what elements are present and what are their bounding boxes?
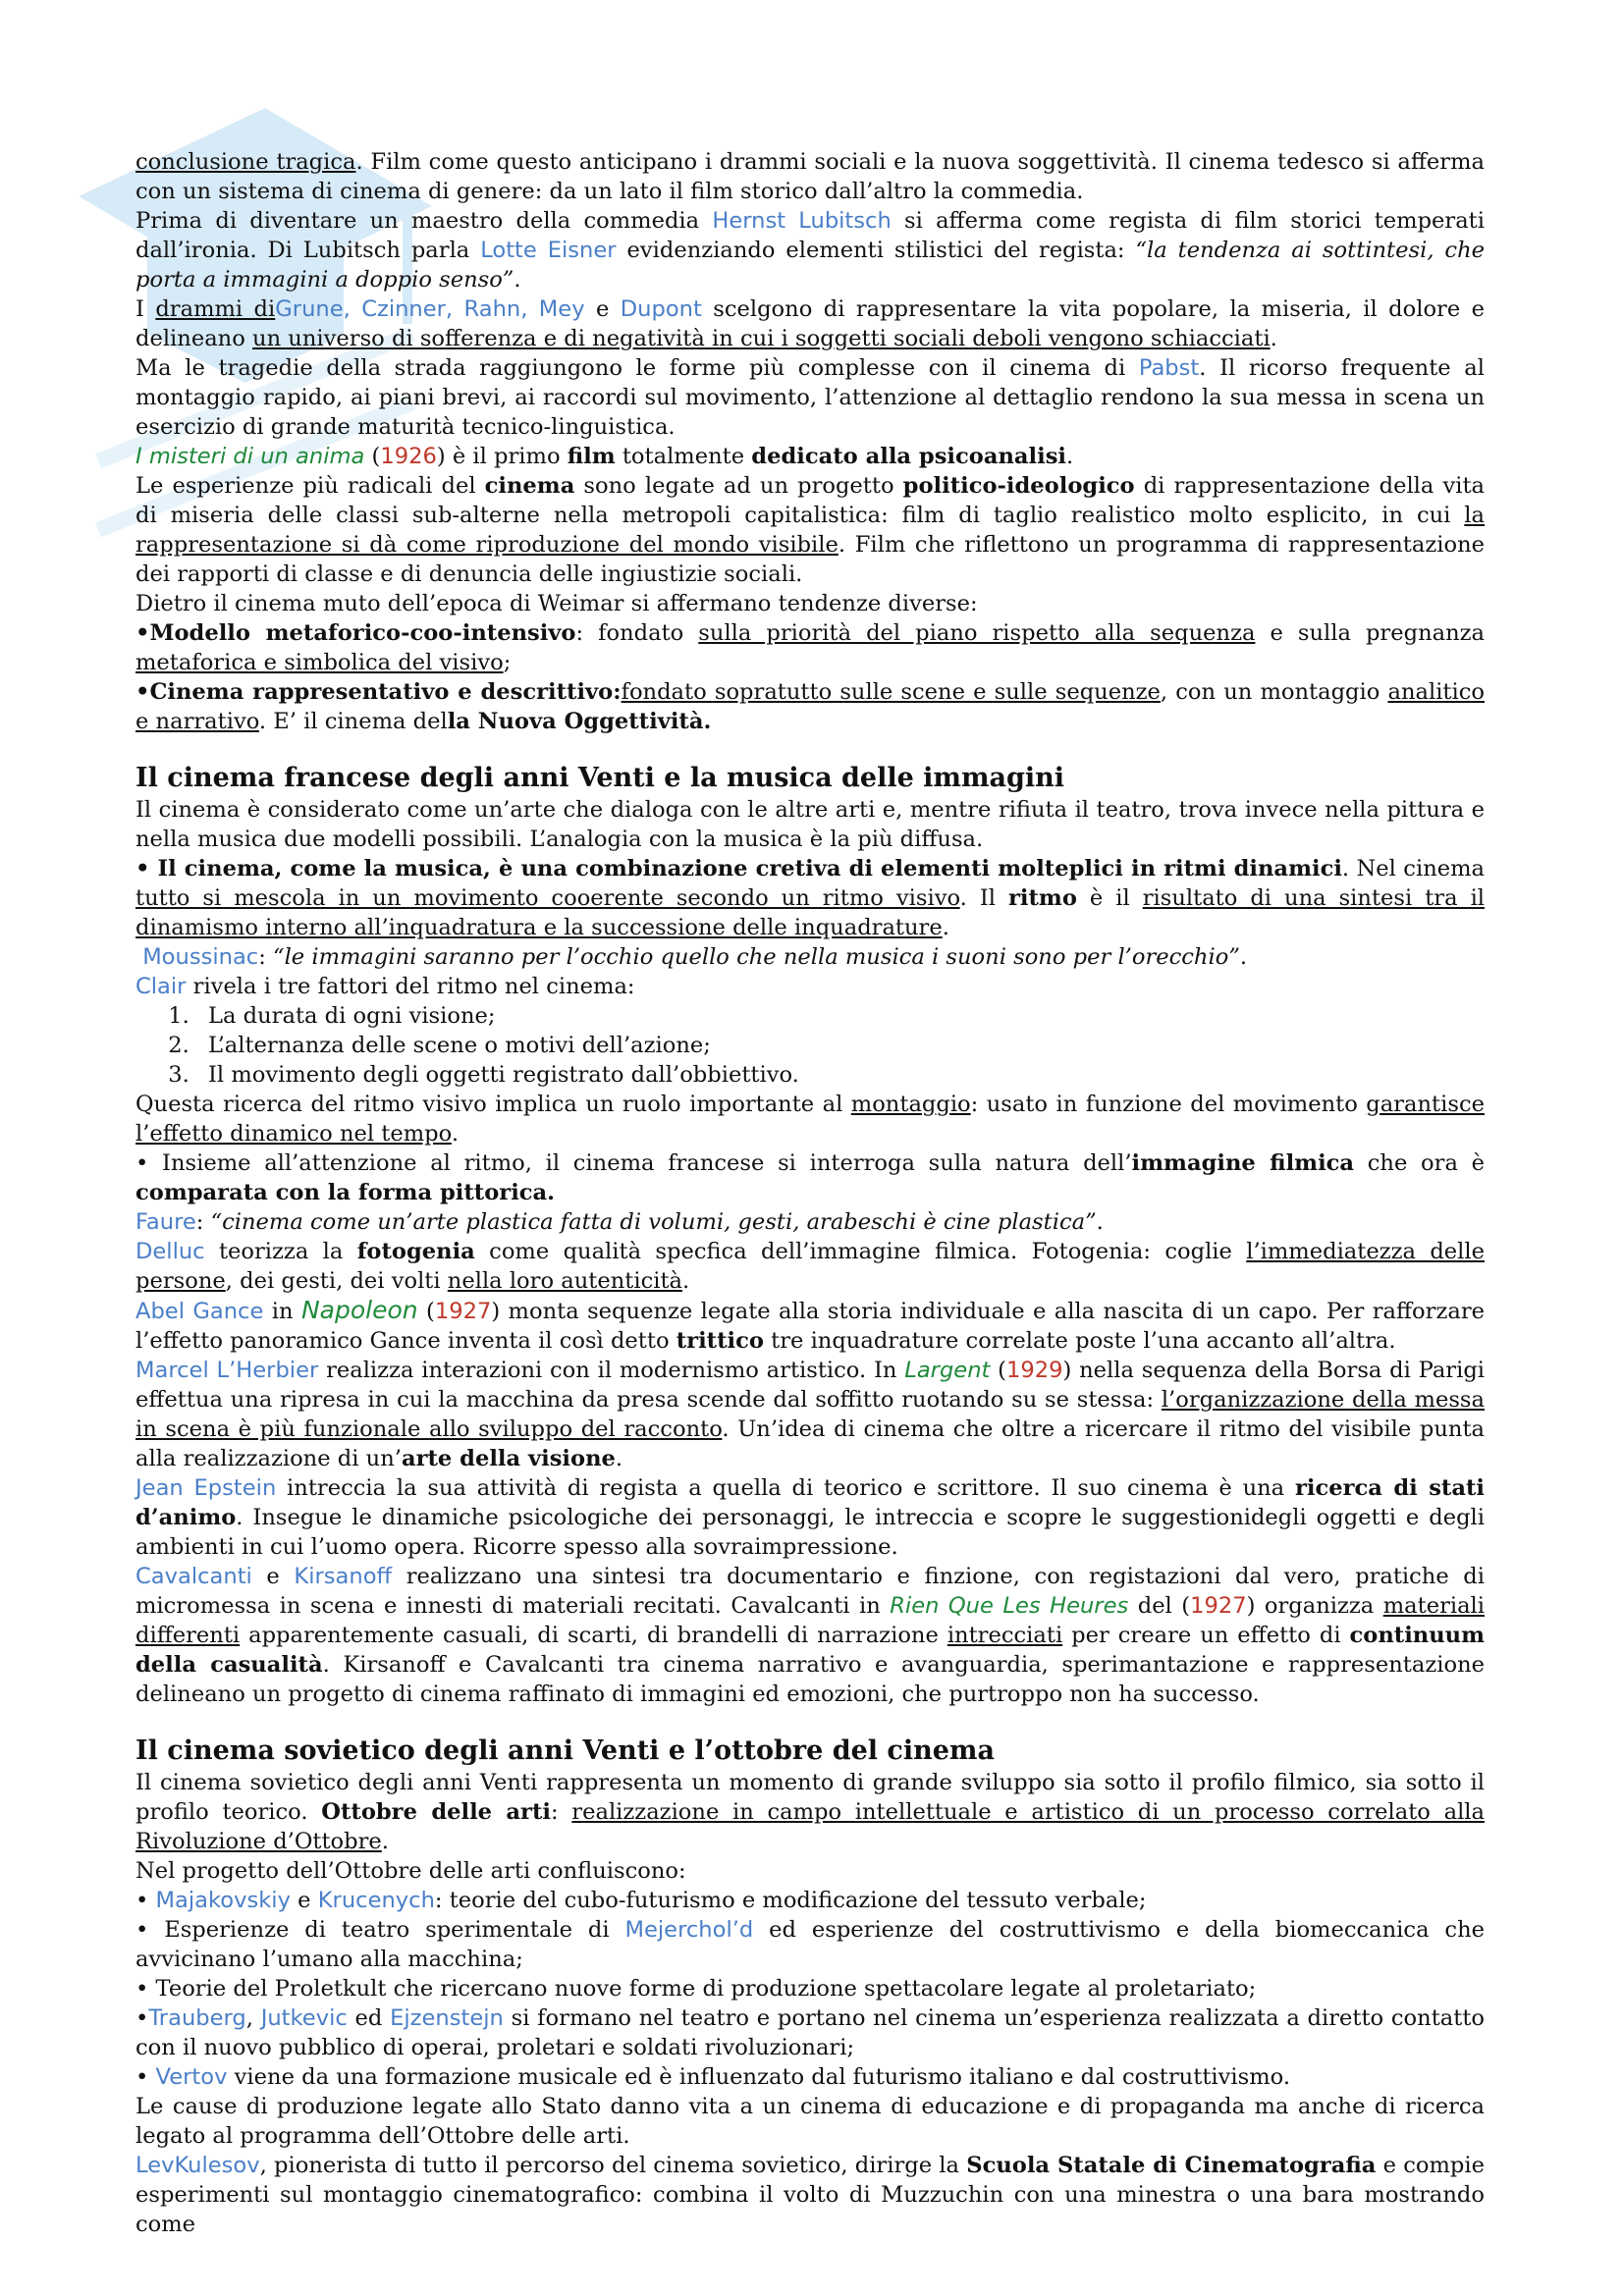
person-name: Faure	[135, 1209, 196, 1235]
paragraph: Le cause di produzione legate allo Stato danno vita a un cinema di educazione e di propaganda ma anche di ricerca legato al programma dell’Ottobre delle arti.	[135, 2094, 1485, 2149]
year: 1927	[1190, 1593, 1247, 1619]
person-name: Lotte Eisner	[480, 238, 617, 263]
person-name: Trauberg	[148, 2005, 246, 2031]
person-name: Vertov	[155, 2064, 228, 2090]
paragraph: Il cinema sovietico degli anni Venti rappresenta un momento di grande sviluppo sia sotto il profilo filmico, sia sotto il profilo teorico. Ottobre delle arti: realizzazione in campo intellettuale e artistico di un processo correlato alla Rivoluzione d’Ottobre.	[135, 1770, 1485, 1854]
paragraph: Ma le tragedie della strada raggiungono le forme più complesse con il cinema di Pabst. Il ricorso frequente al montaggio rapido, ai piani brevi, ai raccordi sul movimento, l’attenzione al dettaglio rendono la sua messa in scena un esercizio di grande maturità tecnico-linguistica.	[135, 355, 1485, 440]
paragraph: LevKulesov, pionerista di tutto il percorso del cinema sovietico, dirirge la Scuola Statale di Cinematografia e compie esperimenti sul montaggio cinematografico: combina il volto di Muzzuchin con una minestra o una bara mostrando come	[135, 2153, 1485, 2237]
year: 1927	[434, 1299, 492, 1324]
paragraph: Clair rivela i tre fattori del ritmo nel cinema:	[135, 974, 635, 999]
paragraph: Prima di diventare un maestro della commedia Hernst Lubitsch si afferma come regista di film storici temperati dall’ironia. Di Lubitsch parla Lotte Eisner evidenziando elementi stilistici del regista: “la tendenza ai sottintesi, che porta a immagini a doppio senso”.	[135, 208, 1485, 293]
person-name: Moussinac	[142, 944, 259, 970]
person-name: Jean Epstein	[135, 1475, 277, 1501]
year: 1926	[380, 444, 437, 469]
paragraph: Delluc teorizza la fotogenia come qualità specfica dell’immagine filmica. Fotogenia: coglie l’immediatezza delle persone, dei gesti, dei volti nella loro autenticità.	[135, 1239, 1485, 1294]
person-name: Ejzenstejn	[390, 2005, 504, 2031]
film-title: Napoleon	[300, 1296, 418, 1324]
person-name: Clair	[135, 974, 187, 999]
bullet-item: •Cinema rappresentativo e descrittivo:fondato sopratutto sulle scene e sulle sequenze, con un montaggio analitico e narrativo. E’ il cinema della Nuova Oggettività.	[135, 679, 1485, 734]
quote: “la tendenza ai sottintesi, che porta a immagini a doppio senso”	[135, 238, 1485, 293]
bullet-item: • Esperienze di teatro sperimentale di Mejerchol’d ed esperienze del costruttivismo e della biomeccanica che avvicinano l’umano alla macchina;	[135, 1917, 1485, 1972]
bullet-item: • Il cinema, come la musica, è una combinazione cretiva di elementi molteplici in ritmi dinamici. Nel cinema tutto si mescola in un movimento cooerente secondo un ritmo visivo. Il ritmo è il risultato di una sintesi tra il dinamismo interno all’inquadratura e la successione delle inquadrature.	[135, 856, 1486, 940]
paragraph: Faure: “cinema come un’arte plastica fatta di volumi, gesti, arabeschi è cine plastica”.	[135, 1209, 1104, 1235]
list-item: 1. La durata di ogni visione;	[196, 1001, 1485, 1031]
paragraph: I drammi diGrune, Czinner, Rahn, Mey e Dupont scelgono di rappresentare la vita popolare, la miseria, il dolore e delineano un universo di sofferenza e di negatività in cui i soggetti sociali deboli vengono schiacciati.	[135, 296, 1486, 351]
person-name: Krucenych	[317, 1888, 435, 1913]
year: 1929	[1006, 1358, 1063, 1383]
paragraph: Questa ricerca del ritmo visivo implica un ruolo importante al montaggio: usato in funzione del movimento garantisce l’effetto dinamico nel tempo.	[135, 1092, 1485, 1147]
quote: “cinema come un’arte plastica fatta di volumi, gesti, arabeschi è cine plastica”	[210, 1209, 1097, 1235]
section-heading-soviet: Il cinema sovietico degli anni Venti e l’ottobre del cinema	[135, 1735, 995, 1766]
bullet-item: •Trauberg, Jutkevic ed Ejzenstejn si formano nel teatro e portano nel cinema un’esperienza realizzata a diretto contatto con il nuovo pubblico di operai, proletari e soldati rivoluzionari;	[135, 2005, 1486, 2060]
person-name: Majakovskiy	[155, 1888, 291, 1913]
person-name: Mejerchol’d	[624, 1917, 754, 1943]
list-item: 3. Il movimento degli oggetti registrato dall’obbiettivo.	[196, 1060, 1485, 1090]
paragraph: Moussinac: “le immagini saranno per l’occhio quello che nella musica i suoni sono per l’orecchio”.	[142, 944, 1248, 970]
section-heading-france: Il cinema francese degli anni Venti e la musica delle immagini	[135, 763, 1065, 793]
paragraph: I misteri di un anima (1926) è il primo film totalmente dedicato alla psicoanalisi.	[135, 444, 1074, 469]
paragraph: Le esperienze più radicali del cinema sono legate ad un progetto politico-ideologico di rappresentazione della vita di miseria delle classi sub-alterne nella metropoli capitalistica: film di taglio realistico molto esplicito, in cui la rappresentazione si dà come riproduzione del mondo visibile. Film che riflettono un programma di rappresentazione dei rapporti di classe e di denuncia delle ingiustizie sociali.	[135, 473, 1485, 587]
person-name: Delluc	[135, 1239, 205, 1264]
person-name: Cavalcanti	[135, 1564, 252, 1589]
paragraph: conclusione tragica. Film come questo anticipano i drammi sociali e la nuova soggettività. Il cinema tedesco si afferma con un sistema di cinema di genere: da un lato il film storico dall’altro la commedia.	[135, 149, 1485, 204]
person-name: Abel Gance	[135, 1299, 264, 1324]
numbered-list	[135, 1001, 1485, 1090]
person-name: LevKulesov	[135, 2153, 260, 2178]
person-name: Pabst	[1138, 355, 1200, 381]
bullet-item: •Modello metaforico-coo-intensivo: fondato sulla priorità del piano rispetto alla sequenza e sulla pregnanza metaforica e simbolica del visivo;	[135, 620, 1486, 675]
paragraph: Abel Gance in Napoleon (1927) monta sequenze legate alla storia individuale e alla nascita di un capo. Per rafforzare l’effetto panoramico Gance inventa il così detto trittico tre inquadrature correlate poste l’una accanto all’altra.	[135, 1296, 1485, 1354]
paragraph: Marcel L’Herbier realizza interazioni con il modernismo artistico. In Largent (1929) nella sequenza della Borsa di Parigi effettua una ripresa in cui la macchina da presa scende dal soffitto ruotando su se stessa: l’organizzazione della messa in scena è più funzionale allo sviluppo del racconto. Un’idea di cinema che oltre a ricercare il ritmo del visibile punta alla realizzazione di un’arte della visione.	[135, 1358, 1486, 1471]
film-title: I misteri di un anima	[135, 444, 365, 469]
list-item: 2. L’alternanza delle scene o motivi dell’azione;	[196, 1031, 1485, 1060]
person-name: Hernst Lubitsch	[712, 208, 892, 234]
document-page	[135, 147, 1485, 2239]
bullet-item: • Teorie del Proletkult che ricercano nuove forme di produzione spettacolare legate al proletariato;	[135, 1976, 1257, 2002]
film-title: Rien Que Les Heures	[890, 1593, 1129, 1619]
quote: “le immagini saranno per l’occhio quello che nella musica i suoni sono per l’orecchio”	[273, 944, 1240, 970]
person-name: Jutkevic	[260, 2005, 348, 2031]
paragraph: Il cinema è considerato come un’arte che dialoga con le altre arti e, mentre rifiuta il teatro, trova invece nella pittura e nella musica due modelli possibili. L’analogia con la musica è la più diffusa.	[135, 797, 1485, 852]
bullet-item: • Insieme all’attenzione al ritmo, il cinema francese si interroga sulla natura dell’immagine filmica che ora è comparata con la forma pittorica.	[135, 1150, 1485, 1205]
paragraph: Nel progetto dell’Ottobre delle arti confluiscono:	[135, 1858, 686, 1884]
paragraph: Jean Epstein intreccia la sua attività di regista a quella di teorico e scrittore. Il suo cinema è una ricerca di stati d’animo. Insegue le dinamiche psicologiche dei personaggi, le intreccia e scopre le suggestionidegli oggetti e degli ambienti in cui l’uomo opera. Ricorre spesso alla sovraimpressione.	[135, 1475, 1486, 1560]
person-name: Dupont	[620, 296, 702, 322]
paragraph: Dietro il cinema muto dell’epoca di Weimar si affermano tendenze diverse:	[135, 591, 978, 616]
paragraph: Cavalcanti e Kirsanoff realizzano una sintesi tra documentario e finzione, con registazioni dal vero, pratiche di micromessa in scena e innesti di materiali recitati. Cavalcanti in Rien Que Les Heures del (1927) organizza materiali differenti apparentemente casuali, di scarti, di brandelli di narrazione intrecciati per creare un effetto di continuum della casualità. Kirsanoff e Cavalcanti tra cinema narrativo e avanguardia, sperimantazione e rappresentazione delineano un progetto di cinema raffinato di immagini ed emozioni, che purtroppo non ha successo.	[135, 1564, 1486, 1707]
person-name: Grune, Czinner, Rahn, Mey	[275, 296, 585, 322]
bullet-item: • Majakovskiy e Krucenych: teorie del cubo-futurismo e modificazione del tessuto verbale;	[135, 1888, 1147, 1913]
film-title: Largent	[904, 1358, 991, 1383]
person-name: Kirsanoff	[294, 1564, 393, 1589]
person-name: Marcel L’Herbier	[135, 1358, 319, 1383]
bullet-item: • Vertov viene da una formazione musicale ed è influenzato dal futurismo italiano e dal costruttivismo.	[135, 2064, 1291, 2090]
